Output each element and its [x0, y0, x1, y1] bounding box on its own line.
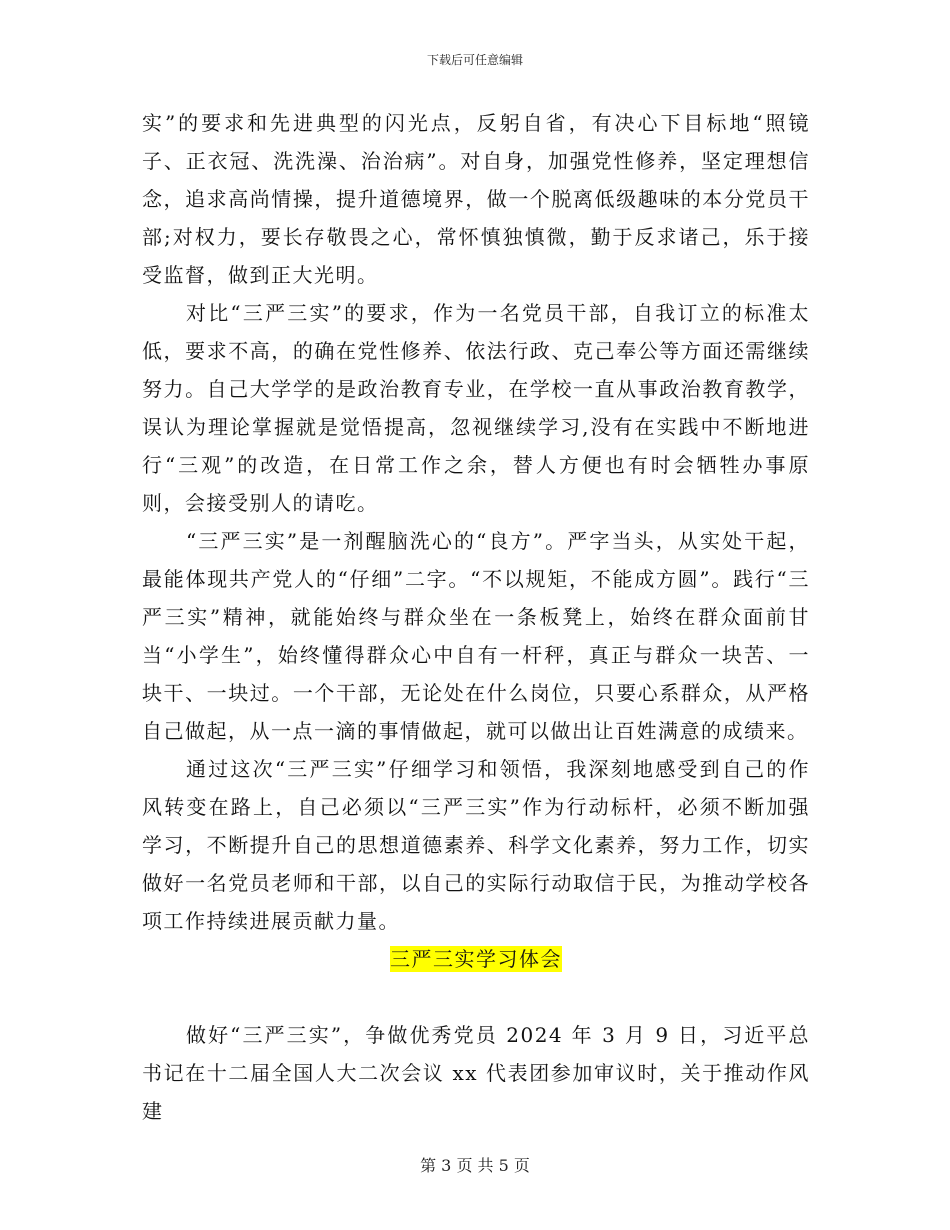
paragraph-section-intro: 做好“三严三实”，争做优秀党员 2024 年 3 月 9 日，习近平总书记在十二届全国人大二次会议 xx 代表团参加审议时，关于推动作风建	[142, 1023, 810, 1123]
section-title-highlight: 三严三实学习体会	[390, 947, 562, 971]
page-footer: 第 3 页 共 5 页	[420, 1156, 530, 1175]
paragraph-comparison: 对比“三严三实”的要求，作为一名党员干部，自我订立的标准太低，要求不高，的确在党性修养、依法行政、克己奉公等方面还需继续努力。自己大学学的是政治教育专业，在学校一直从事政治教育教学，误认为理论掌握就是觉悟提高，忽视继续学习,没有在实践中不断地进行“三观”的改造，在日常工作之余，替人方便也有时会牺牲办事原则，会接受别人的请吃。	[142, 301, 810, 515]
paragraph-continued: 实”的要求和先进典型的闪光点，反躬自省，有决心下目标地“照镜子、正衣冠、洗洗澡、治治病”。对自身，加强党性修养，坚定理想信念，追求高尚情操，提升道德境界，做一个脱离低级趣味的本分党员干部;对权力，要长存敬畏之心，常怀慎独慎微，勤于反求诸己，乐于接受监督，做到正大光明。	[142, 111, 810, 287]
paragraph-good-remedy: “三严三实”是一剂醒脑洗心的“良方”。严字当头，从实处干起，最能体现共产党人的“仔细”二字。“不以规矩，不能成方圆”。践行“三严三实”精神，就能始终与群众坐在一条板凳上，始终在群众面前甘当“小学生”，始终懂得群众心中自有一杆秤，真正与群众一块苦、一块干、一块过。一个干部，无论处在什么岗位，只要心系群众，从严格自己做起，从一点一滴的事情做起，就可以做出让百姓满意的成绩来。	[142, 529, 810, 743]
section-spacer	[142, 978, 810, 1016]
document-body	[142, 104, 810, 1130]
page-header: 下载后可任意编辑	[426, 53, 523, 67]
section-title	[142, 940, 810, 978]
paragraph-conclusion: 通过这次“三严三实”仔细学习和领悟，我深刻地感受到自己的作风转变在路上，自己必须以“三严三实”作为行动标杆，必须不断加强学习，不断提升自己的思想道德素养、科学文化素养，努力工作，切实做好一名党员老师和干部，以自己的实际行动取信于民，为推动学校各项工作持续进展贡献力量。	[142, 757, 810, 933]
